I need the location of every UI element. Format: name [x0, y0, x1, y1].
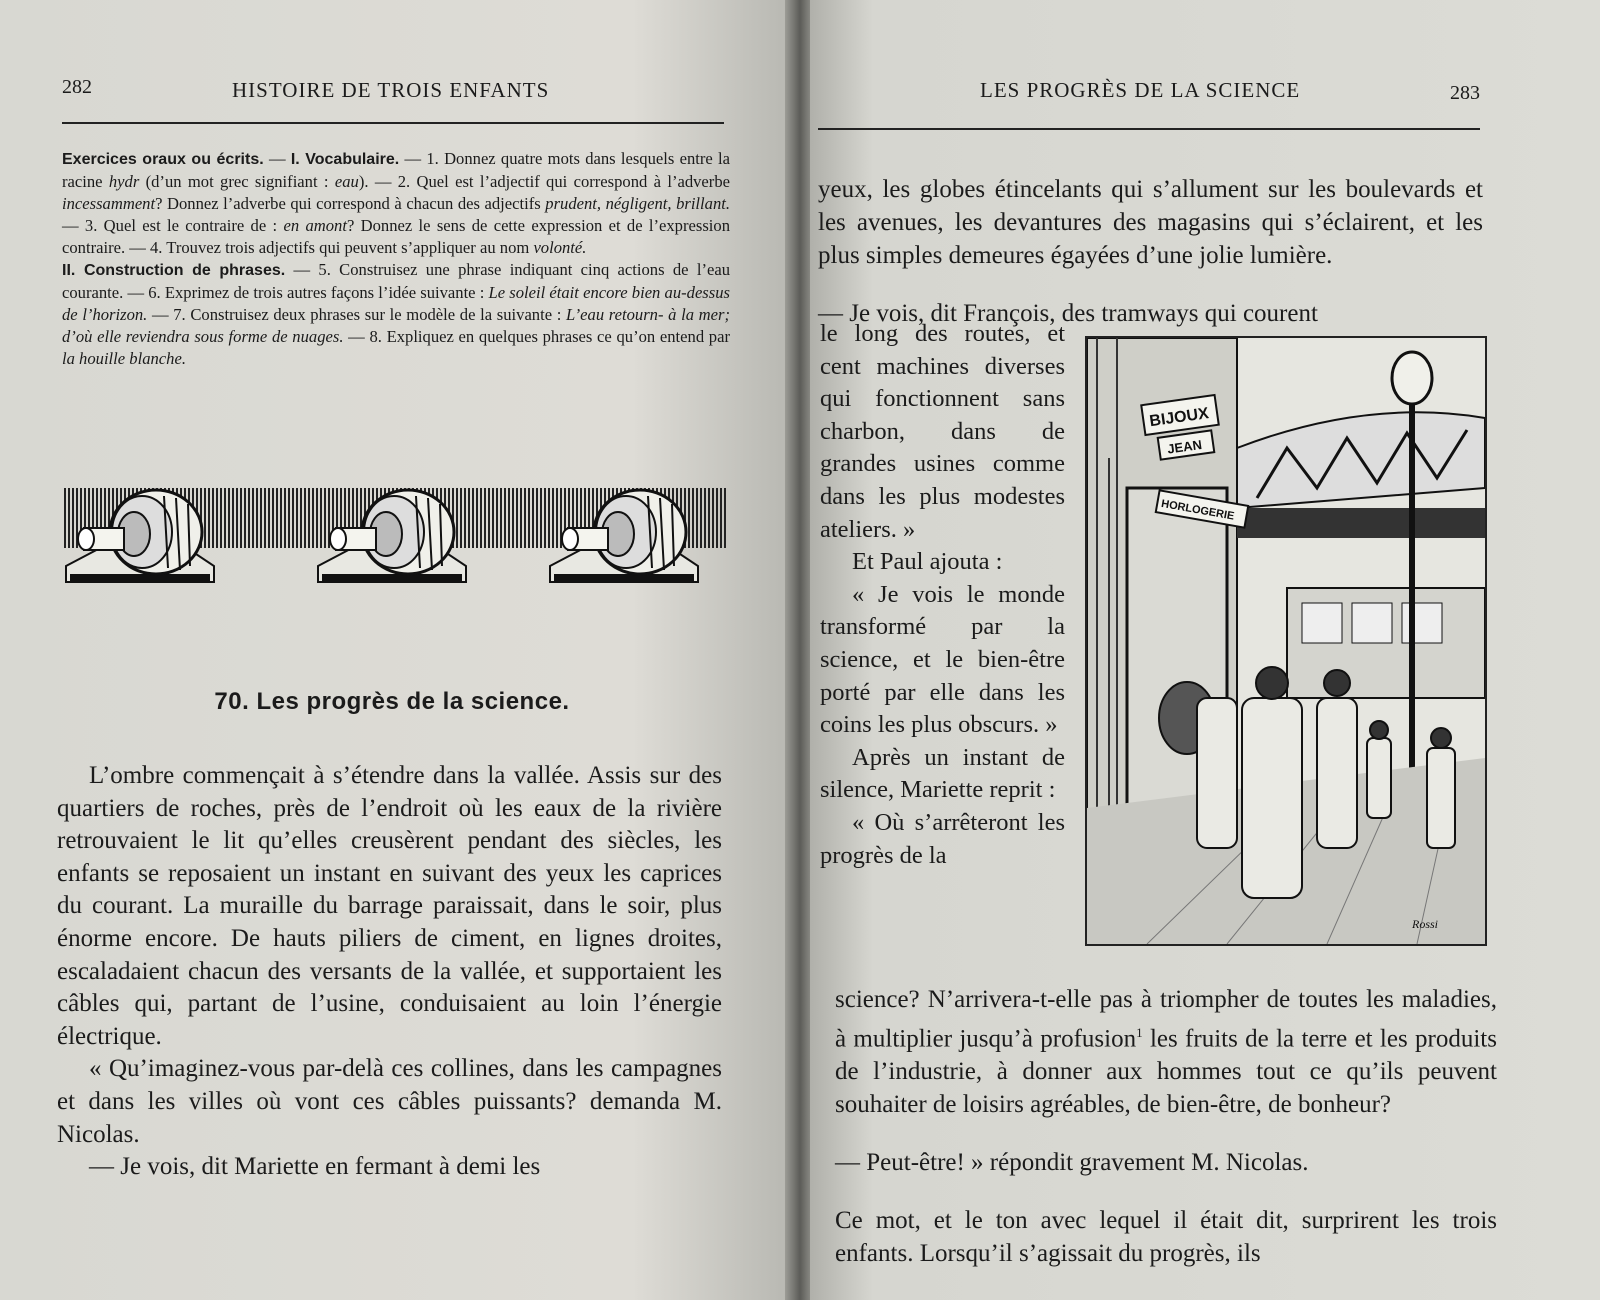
- exercise-text: — 3. Quel est le contraire de :: [62, 216, 284, 235]
- exercise-text: — 1. Donnez quatre mots dans lesquels entre la racine: [62, 149, 731, 191]
- vocabulary-heading: I. Vocabulaire.: [290, 151, 400, 168]
- paragraph: « Qu’imaginez-vous par-delà ces collines, dans les campagnes et dans les villes où vont ces câbles puissants? demanda M. Nicolas.: [57, 1055, 722, 1148]
- exercise-term: eau: [334, 172, 359, 191]
- exercise-term: Le soleil était encore bien au-dessus de l’horizon.: [62, 283, 730, 324]
- paragraph: Et Paul ajouta :: [852, 548, 1003, 576]
- exercise-text: ? Donnez le sens de cette expression et de l’expression contraire. — 4. Trouvez trois adjectifs qui peuvent s’appliquer au nom: [62, 216, 730, 257]
- footnote-marker: 1: [1136, 1025, 1143, 1040]
- shop-sign-bijoux: BIJOUX: [1148, 405, 1210, 431]
- header-rule-left: [62, 122, 724, 124]
- paragraph: « Je vois le monde transformé par la science, et le bien-être porté par elle dans les coins les plus obscurs. »: [820, 580, 1065, 739]
- exercises-block: Exercices oraux ou écrits. — I. Vocabulaire. — 1. Donnez quatre mots dans lesquels entre la racine hydr (d’un mot grec signifiant : eau). — 2. Quel est l’adjectif qui correspond à l’adverbe incessamment? Donnez l’adverbe qui correspond à chacun des adjectifs prudent, négligent, brillant. — 3. Quel est le contraire de : en amont? Donnez le sens de cette expression et de l’expression contraire. — 4. Trouvez trois adjectifs qui peuvent s’appliquer au nom volonté. II. Construction de phrases. — 5. Construisez une phrase indiquant cinq actions de l’eau courante. — 6. Exprimez de trois autres façons l’idée suivante : Le soleil était encore bien au-dessus de l’horizon. — 7. Construisez deux phrases sur le modèle de la suivante : L’eau retourn- à la mer; d’où elle reviendra sous forme de nuages. — 8. Expliquez en quelques phrases ce qu’on entend par la houille blanche.: [62, 149, 731, 368]
- shop-sign-horlogerie: HORLOGERIE: [1160, 497, 1236, 523]
- paragraph: — Je vois, dit Mariette en fermant à demi les: [89, 1153, 541, 1181]
- paragraph: Ce mot, et le ton avec lequel il était dit, surprirent les trois enfants. Lorsqu’il s’agissait du progrès, ils: [835, 1207, 1497, 1268]
- paragraph: Après un instant de silence, Mariette reprit :: [820, 743, 1065, 804]
- shop-sign-jean: JEAN: [1166, 436, 1203, 457]
- exercise-text: ? Donnez l’adverbe qui correspond à chacun des adjectifs: [155, 194, 546, 213]
- artist-signature: Rossi: [1412, 917, 1439, 931]
- page-number-right: 283: [1450, 82, 1480, 104]
- page-number-left: 282: [62, 76, 92, 98]
- running-head-left: HISTOIRE DE TROIS ENFANTS: [232, 78, 550, 102]
- exercise-term: hydr: [108, 172, 140, 191]
- body-text-right-bottom: [835, 958, 1497, 1295]
- running-head-right: LES PROGRÈS DE LA SCIENCE: [980, 78, 1301, 102]
- exercise-text: ). — 2. Quel est l’adjectif qui correspond à l’adverbe: [358, 172, 730, 191]
- exercise-term: la houille blanche.: [62, 349, 186, 368]
- paragraph-lead: science? N’arrivera-t-elle pas à triompher de toutes les maladies, à multiplier jusqu’à profusion: [835, 986, 1497, 1053]
- exercise-term: en amont: [283, 216, 347, 235]
- exercise-text: — 7. Construisez deux phrases sur le modèle de la suivante :: [147, 305, 567, 324]
- paragraph: yeux, les globes étincelants qui s’allument sur les boulevards et les avenues, les devantures des magasins qui s’éclairent, et les plus simples demeures égayées d’une jolie lumière.: [818, 176, 1483, 269]
- body-text-right-column: [820, 318, 1065, 872]
- body-text-left: [57, 760, 722, 1184]
- paragraph: L’ombre commençait à s’étendre dans la vallée. Assis sur des quartiers de roches, près de l’endroit où les eaux de la rivière retrouvaient le lit qu’elles creusèrent pendant des siècles, les enfants se reposaient un instant en suivant des yeux les caprices du courant. La muraille du barrage paraissait, dans le soir, plus énorme encore. De hauts piliers de ciment, en lignes droites, escaladaient chacun des versants de la vallée, et supportaient les câbles qui, partant de l’usine, conduisaient au loin l’énergie électrique.: [57, 762, 722, 1050]
- dynamo-vignette-illustration: [64, 488, 728, 596]
- exercise-term: incessamment: [62, 194, 156, 213]
- street-scene-illustration: [1085, 336, 1487, 946]
- exercise-text: — 5. Construisez une phrase indiquant cinq actions de l’eau courante. — 6. Exprimez de trois autres façons l’idée suivante :: [62, 260, 731, 302]
- exercises-heading: Exercices oraux ou écrits.: [62, 151, 264, 168]
- paragraph: — Peut-être! » répondit gravement M. Nicolas.: [835, 1149, 1309, 1177]
- exercise-term: prudent, négligent, brillant.: [545, 194, 731, 213]
- paragraph-rest: les fruits de la terre et les produits de l’industrie, à donner aux hommes tout ce qu’ils peuvent souhaiter de loisirs agréables, de bien-être, de bonheur?: [835, 1025, 1497, 1119]
- paragraph: « Où s’arrêteront les progrès de la: [820, 808, 1065, 869]
- paragraph: le long des routes, et cent machines diverses qui fonctionnent sans charbon, dans de grandes usines comme dans les plus modestes ateliers. »: [820, 320, 1065, 543]
- exercise-text: — 8. Expliquez en quelques phrases ce qu’on entend par: [343, 327, 730, 346]
- paragraph: [835, 983, 1497, 1121]
- header-rule-right: [818, 128, 1480, 130]
- exercise-term: volonté.: [533, 238, 587, 257]
- exercise-text: (d’un mot grec signifiant :: [139, 172, 335, 191]
- paragraph: — Je vois, dit François, des tramways qui courent: [818, 300, 1318, 327]
- chapter-title: 70. Les progrès de la science.: [214, 688, 570, 715]
- left-page: [0, 0, 790, 1300]
- exercise-term: L’eau retourn- à la mer; d’où elle reviendra sous forme de nuages.: [62, 305, 730, 346]
- construction-heading: II. Construction de phrases.: [62, 262, 286, 279]
